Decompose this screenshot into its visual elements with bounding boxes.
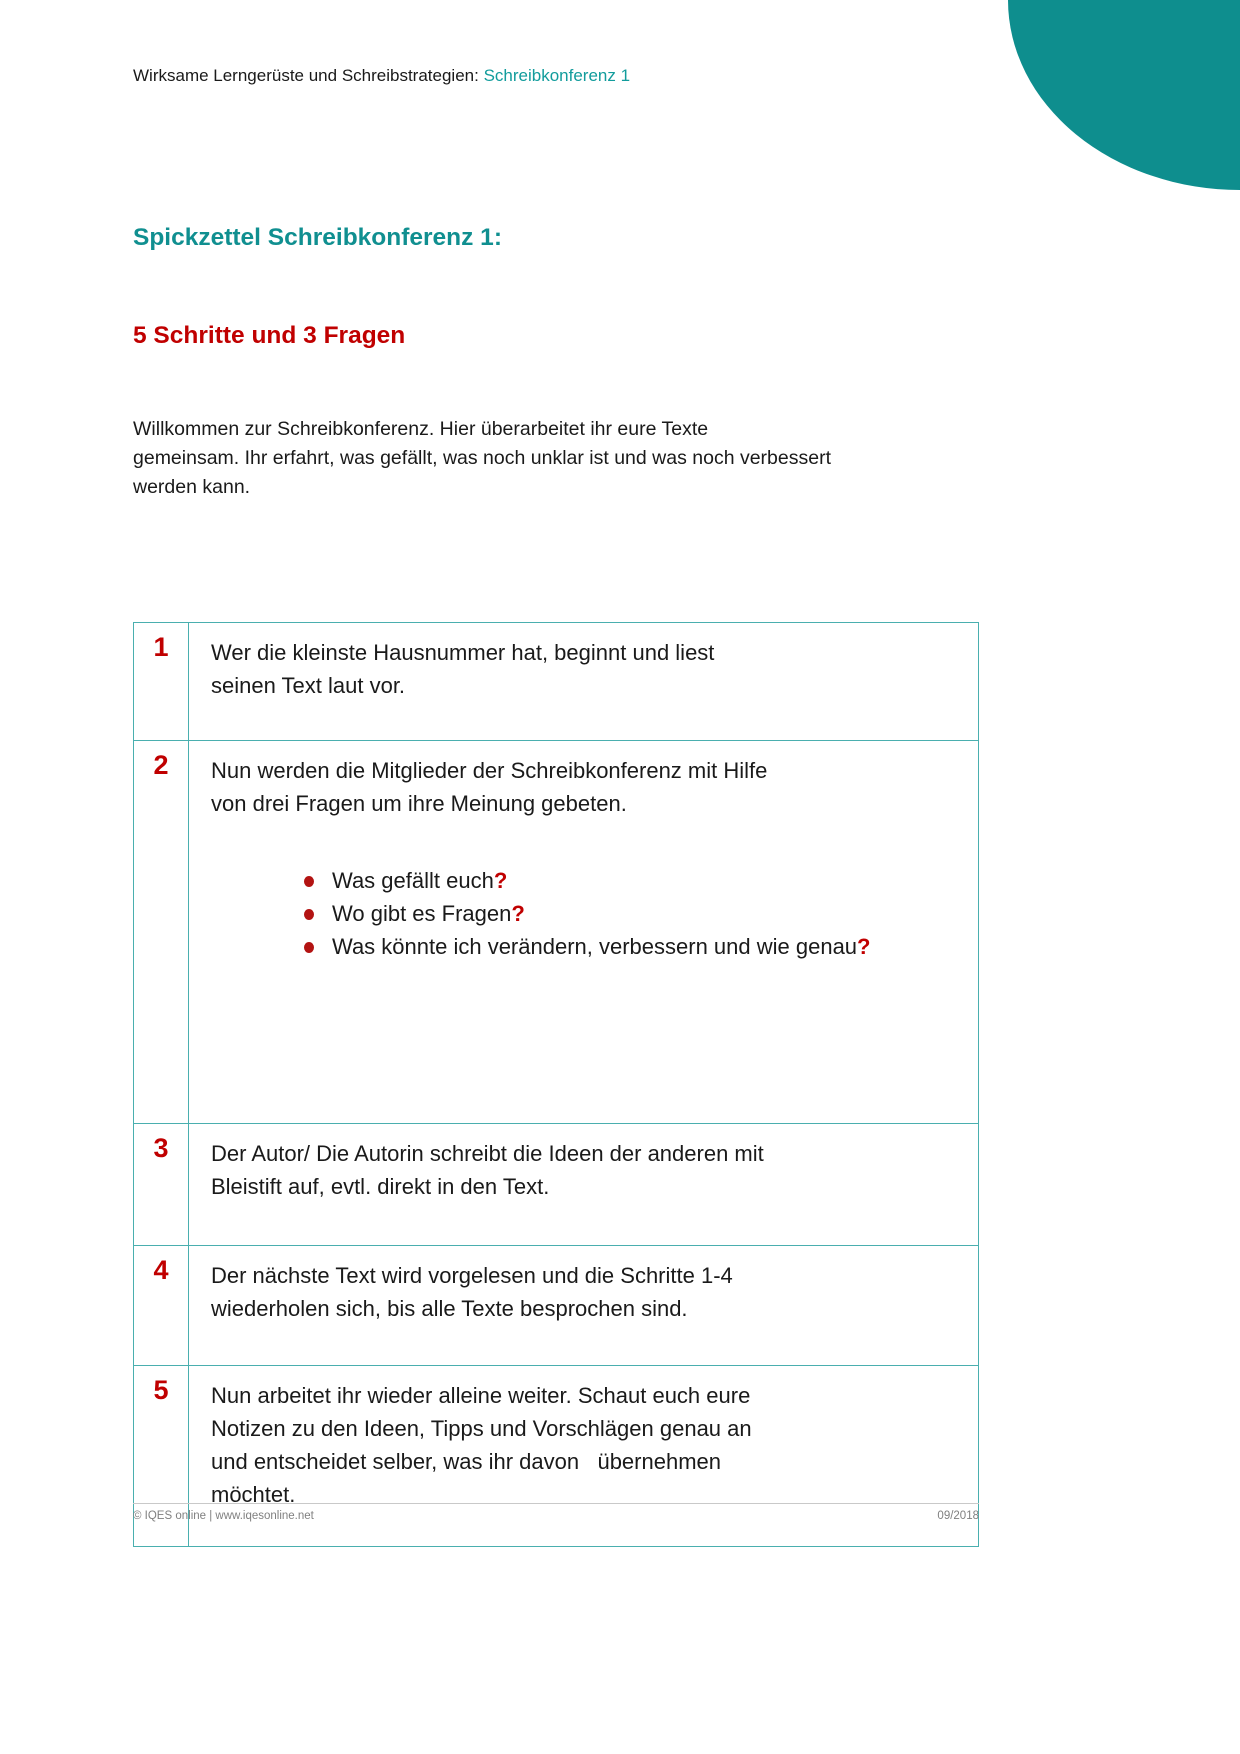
step-line: von drei Fragen um ihre Meinung gebeten. — [211, 791, 627, 816]
question-mark: ? — [493, 868, 508, 893]
step-number: 4 — [134, 1246, 189, 1365]
running-header — [133, 66, 630, 86]
footer-date: 09/2018 — [937, 1510, 979, 1522]
intro-line: Willkommen zur Schreibkonferenz. Hier überarbeitet ihr eure Texte — [133, 418, 709, 440]
step-number: 3 — [134, 1124, 189, 1245]
bullet-item — [301, 864, 911, 897]
intro-line: gemeinsam. Ihr erfahrt, was gefällt, was noch unklar ist und was noch verbessert — [133, 447, 831, 469]
step-text — [189, 1246, 978, 1365]
step-line: möchtet. — [211, 1482, 296, 1507]
bullet-item — [301, 930, 911, 963]
question-mark: ? — [857, 934, 871, 959]
teal-corner-shape — [1008, 0, 1240, 190]
intro-line: werden kann. — [133, 476, 251, 498]
bullet-icon — [304, 909, 314, 920]
running-header-highlight: Schreibkonferenz 1 — [483, 66, 631, 85]
step-text — [189, 1124, 978, 1245]
step-line: Wer die kleinste Hausnummer hat, beginnt und liest — [211, 640, 715, 665]
step-line: wiederholen sich, bis alle Texte besprochen sind. — [211, 1296, 688, 1321]
running-header-text: Wirksame Lerngerüste und Schreibstrategien: — [133, 66, 484, 85]
bullet-icon — [304, 942, 314, 953]
step-line: Bleistift auf, evtl. direkt in den Text. — [211, 1174, 550, 1199]
bullet-text: Wo gibt es Fragen — [332, 901, 512, 926]
step-line: seinen Text laut vor. — [211, 673, 406, 698]
step-line: Der Autor/ Die Autorin schreibt die Ideen der anderen mit — [211, 1141, 764, 1166]
question-mark: ? — [511, 901, 525, 926]
bullet-text: Was könnte ich verändern, verbessern und wie genau — [332, 934, 858, 959]
table-row — [134, 1246, 978, 1366]
table-row — [134, 623, 978, 741]
step-line: Notizen zu den Ideen, Tipps und Vorschlägen genau an — [211, 1416, 752, 1441]
step-text — [189, 623, 978, 740]
table-row — [134, 1124, 978, 1246]
table-row — [134, 741, 978, 1124]
intro-paragraph — [133, 415, 831, 502]
steps-table — [133, 622, 979, 1547]
step-number: 1 — [134, 623, 189, 740]
step-number: 5 — [134, 1366, 189, 1546]
bullet-icon — [304, 876, 314, 887]
bullet-item — [301, 897, 911, 930]
page-title: Spickzettel Schreibkonferenz 1: — [133, 224, 502, 251]
footer-copyright: © IQES online | www.iqesonline.net — [133, 1510, 314, 1522]
step-line: Nun werden die Mitglieder der Schreibkonferenz mit Hilfe — [211, 758, 768, 783]
bullet-text: Was gefällt euch — [332, 868, 494, 893]
step-line: Der nächste Text wird vorgelesen und die Schritte 1-4 — [211, 1263, 733, 1288]
step-text — [189, 741, 978, 1123]
section-heading: 5 Schritte und 3 Fragen — [133, 322, 406, 349]
step-number: 2 — [134, 741, 189, 1123]
step-line: und entscheidet selber, was ihr davon übernehmen — [211, 1449, 721, 1474]
step-line: Nun arbeitet ihr wieder alleine weiter. Schaut euch eure — [211, 1383, 751, 1408]
page-footer — [133, 1503, 979, 1522]
bullet-list — [301, 864, 960, 963]
